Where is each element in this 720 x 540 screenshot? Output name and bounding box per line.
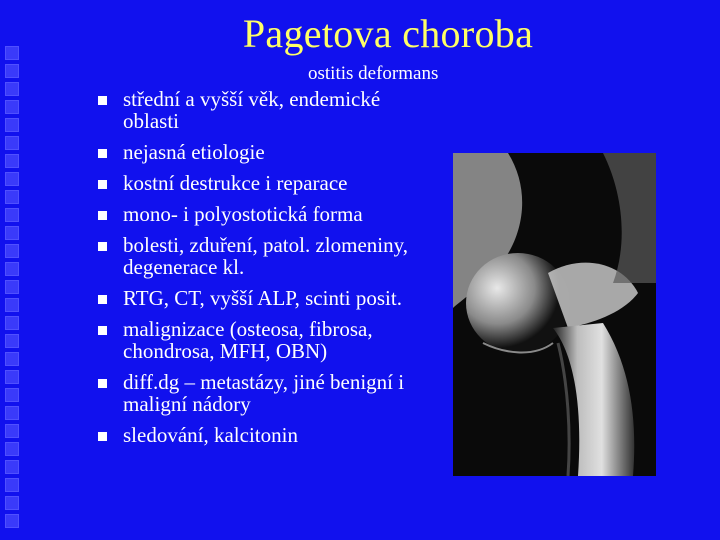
square-bullet-icon [98, 379, 107, 388]
bullet-item [96, 234, 426, 278]
decorative-square [5, 190, 19, 204]
decorative-square [5, 334, 19, 348]
decorative-square [5, 442, 19, 456]
decorative-square [5, 298, 19, 312]
square-bullet-icon [98, 180, 107, 189]
decorative-square [5, 424, 19, 438]
slide-title: Pagetova choroba [242, 11, 534, 56]
bullet-item [96, 371, 426, 415]
bullet-text: bolesti, zduření, patol. zlomeniny, degenerace kl. [123, 233, 408, 279]
square-bullet-icon [98, 211, 107, 220]
decorative-square [5, 352, 19, 366]
square-bullet-icon [98, 326, 107, 335]
bullet-text: diff.dg – metastázy, jiné benigní i maligní nádory [123, 370, 405, 416]
decorative-square [5, 514, 19, 528]
decorative-square [5, 226, 19, 240]
bullet-text: RTG, CT, vyšší ALP, scinti posit. [123, 286, 402, 310]
decorative-square [5, 208, 19, 222]
square-bullet-icon [98, 96, 107, 105]
decorative-square [5, 172, 19, 186]
decorative-square [5, 64, 19, 78]
bullet-list [96, 88, 426, 455]
decorative-square [5, 478, 19, 492]
decorative-square [5, 136, 19, 150]
decorative-square [5, 262, 19, 276]
decorative-square [5, 370, 19, 384]
bullet-item [96, 318, 426, 362]
bullet-text: nejasná etiologie [123, 140, 265, 164]
square-bullet-icon [98, 295, 107, 304]
square-bullet-icon [98, 149, 107, 158]
square-bullet-icon [98, 432, 107, 441]
decorative-square [5, 406, 19, 420]
bullet-text: střední a vyšší věk, endemické oblasti [123, 87, 381, 133]
decorative-square [5, 460, 19, 474]
decorative-square [5, 244, 19, 258]
bullet-item [96, 141, 426, 163]
bullet-item [96, 172, 426, 194]
bullet-item [96, 424, 426, 446]
decorative-square [5, 388, 19, 402]
decorative-square [5, 280, 19, 294]
bullet-text: kostní destrukce i reparace [123, 171, 348, 195]
xray-image [453, 153, 656, 476]
decorative-square [5, 82, 19, 96]
decorative-square [5, 154, 19, 168]
decorative-square [5, 100, 19, 114]
decorative-square [5, 316, 19, 330]
bullet-item [96, 203, 426, 225]
bullet-text: sledování, kalcitonin [123, 423, 298, 447]
bullet-item [96, 287, 426, 309]
bullet-text: mono- i polyostotická forma [123, 202, 363, 226]
decorative-square-strip [2, 46, 22, 540]
decorative-square [5, 496, 19, 510]
square-bullet-icon [98, 242, 107, 251]
bullet-text: malignizace (osteosa, fibrosa, chondrosa, MFH, OBN) [123, 317, 373, 363]
slide-subtitle: ostitis deformans [308, 63, 439, 84]
decorative-square [5, 118, 19, 132]
bullet-item [96, 88, 426, 132]
